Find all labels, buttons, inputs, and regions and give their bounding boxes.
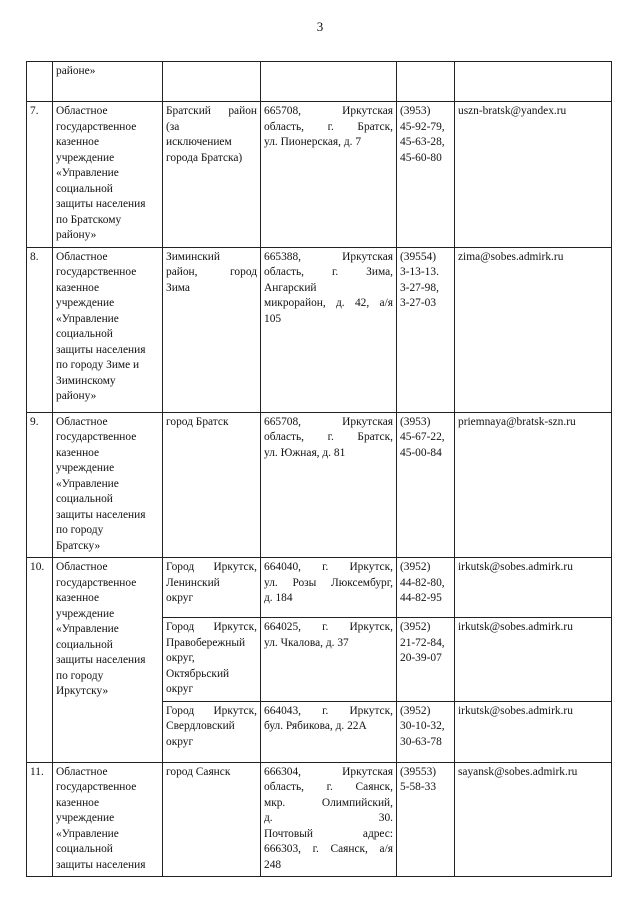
cell-line: 44-82-95 <box>400 592 442 604</box>
row-number <box>27 62 53 102</box>
cell-word: 42, <box>354 297 370 309</box>
cell-line <box>264 811 393 827</box>
cell-line: (3952) <box>400 561 431 573</box>
cell-line: по Братскому <box>56 213 122 226</box>
cell-line: город Братск <box>166 415 229 428</box>
cell-line: 248 <box>264 858 282 871</box>
cell-line: государственное <box>56 781 137 793</box>
address-cell <box>261 62 397 102</box>
cell-line: 105 <box>264 312 282 325</box>
cell-line: Областное <box>56 250 108 263</box>
cell-line: 45-67-22, <box>400 431 445 443</box>
organization-cell <box>53 412 163 558</box>
cell-line: государственное <box>56 120 137 133</box>
cell-line <box>264 296 393 312</box>
cell-line: (3952) <box>400 704 431 717</box>
cell-word: Иркутская <box>342 105 393 117</box>
address-cell <box>261 618 397 702</box>
phone-cell <box>397 62 455 102</box>
territory-cell <box>163 102 261 248</box>
cell-word: 664025, <box>264 621 302 633</box>
cell-line: 45-60-80 <box>400 151 442 164</box>
table-row <box>27 247 612 412</box>
cell-line <box>264 120 393 136</box>
cell-line: «Управление <box>56 623 119 635</box>
cell-line <box>264 415 393 431</box>
cell-line: 44-82-80, <box>400 576 445 589</box>
email-cell: uszn-bratsk@yandex.ru <box>455 102 612 248</box>
territory-cell <box>163 247 261 412</box>
cell-line: округ, <box>166 652 195 664</box>
cell-word: Зима, <box>366 266 393 278</box>
territory-cell <box>163 762 261 877</box>
cell-line: защиты населения <box>56 858 146 871</box>
cell-line: учреждение <box>56 812 115 824</box>
cell-line: защиты населения <box>56 508 146 521</box>
cell-line: округ <box>166 735 194 748</box>
phone-cell <box>397 618 455 702</box>
institutions-table <box>26 61 612 877</box>
cell-word: Розы <box>292 576 317 589</box>
cell-word: 666303, <box>264 843 302 855</box>
cell-line: ул. Чкалова, д. 37 <box>264 636 349 649</box>
cell-line: социальной <box>56 638 113 651</box>
cell-line <box>166 560 257 576</box>
cell-line <box>264 827 393 843</box>
cell-line: 30-63-78 <box>400 735 442 748</box>
cell-word: а/я <box>379 297 393 309</box>
cell-word: Город <box>166 704 195 717</box>
territory-cell <box>163 412 261 558</box>
email-cell: irkutsk@sobes.admirk.ru <box>455 701 612 762</box>
email-cell: irkutsk@sobes.admirk.ru <box>455 618 612 702</box>
email-cell <box>455 62 612 102</box>
cell-line: социальной <box>56 843 113 855</box>
cell-word: Иркутск, <box>349 621 393 633</box>
cell-word: 30. <box>378 812 393 824</box>
cell-word: г. <box>327 120 334 133</box>
table-row <box>27 62 612 102</box>
cell-word: д. <box>264 812 273 824</box>
email-cell: priemnaya@bratsk-szn.ru <box>455 412 612 558</box>
table-row <box>27 558 612 618</box>
cell-word: Иркутск, <box>349 704 393 717</box>
cell-line <box>264 704 393 720</box>
cell-word: Иркутск, <box>349 561 393 573</box>
row-number: 8. <box>27 247 53 412</box>
cell-word: г. <box>331 266 339 278</box>
organization-cell <box>53 247 163 412</box>
cell-word: г. <box>326 781 333 793</box>
address-cell <box>261 558 397 618</box>
phone-cell <box>397 762 455 877</box>
cell-word: 664040, <box>264 561 302 573</box>
cell-line <box>264 250 393 266</box>
cell-line: по городу <box>56 669 104 682</box>
table-row <box>27 102 612 248</box>
cell-line: Правобережный <box>166 636 246 649</box>
cell-line: д. 184 <box>264 592 293 604</box>
cell-line: учреждение <box>56 607 115 620</box>
cell-line: государственное <box>56 266 137 278</box>
cell-word: Братск, <box>357 431 393 443</box>
cell-line: по городу Зиме и <box>56 359 140 371</box>
cell-line: Иркутску» <box>56 685 109 697</box>
cell-line: ул. Пионерская, д. 7 <box>264 136 362 148</box>
cell-line: 5-58-33 <box>400 781 437 793</box>
cell-line <box>264 265 393 281</box>
cell-line <box>166 620 257 636</box>
cell-word: ул. <box>264 576 278 589</box>
organization-cell <box>53 62 163 102</box>
row-number: 9. <box>27 412 53 558</box>
cell-word: 664043, <box>264 704 302 717</box>
cell-line: 30-10-32, <box>400 720 445 732</box>
cell-line <box>264 104 393 120</box>
address-cell <box>261 701 397 762</box>
cell-word: Иркутск, <box>213 621 257 633</box>
cell-word: мкр. <box>264 796 286 809</box>
email-cell: zima@sobes.admirk.ru <box>455 247 612 412</box>
cell-line: 45-00-84 <box>400 446 442 459</box>
cell-word: г. <box>322 704 329 717</box>
cell-word: г. <box>312 843 319 855</box>
cell-line: 20-39-07 <box>400 652 442 664</box>
cell-line <box>264 765 393 781</box>
cell-line: Ленинский <box>166 576 220 589</box>
cell-word: Саянск, <box>355 781 393 793</box>
cell-line <box>264 796 393 812</box>
cell-line: районе» <box>56 65 96 77</box>
cell-word: 665708, <box>264 105 302 117</box>
page-number: 3 <box>316 19 324 34</box>
cell-line: защиты населения <box>56 343 146 356</box>
cell-line: город Саянск <box>166 765 231 778</box>
cell-line <box>264 560 393 576</box>
cell-line: казенное <box>56 281 100 294</box>
cell-word: область, <box>264 431 305 443</box>
cell-line: 45-92-79, <box>400 120 445 133</box>
cell-line: Зиминский <box>166 250 220 263</box>
cell-line: казенное <box>56 446 100 459</box>
cell-word: Олимпийский, <box>321 796 393 809</box>
cell-word: д. <box>336 297 345 309</box>
cell-word: область, <box>264 781 305 793</box>
organization-cell <box>53 762 163 877</box>
cell-line: Зима <box>166 281 190 294</box>
cell-line: казенное <box>56 136 100 148</box>
cell-line: казенное <box>56 592 100 604</box>
cell-word: Люксембург, <box>331 576 393 589</box>
cell-line: социальной <box>56 182 113 195</box>
address-cell <box>261 412 397 558</box>
cell-word: микрорайон, <box>264 297 326 309</box>
cell-line: Октябрьский <box>166 667 230 680</box>
cell-line: (39553) <box>400 765 437 778</box>
cell-line: социальной <box>56 493 113 505</box>
cell-line: Братску» <box>56 539 101 552</box>
cell-line: «Управление <box>56 312 119 325</box>
organization-cell <box>53 102 163 248</box>
cell-line: по городу <box>56 524 104 536</box>
cell-word: Иркутск, <box>213 704 257 717</box>
cell-line <box>264 576 393 592</box>
cell-word: район, <box>166 266 198 278</box>
cell-word: 665388, <box>264 250 302 263</box>
address-cell <box>261 102 397 248</box>
cell-line <box>166 265 257 281</box>
cell-line: учреждение <box>56 297 115 309</box>
territory-cell <box>163 618 261 702</box>
cell-line: казенное <box>56 796 100 809</box>
cell-word: Почтовый <box>264 827 314 840</box>
cell-line: округ <box>166 592 194 604</box>
cell-word: Город <box>166 561 195 573</box>
organization-cell <box>53 558 163 763</box>
phone-cell <box>397 701 455 762</box>
cell-line: району» <box>56 229 97 241</box>
cell-line: 45-63-28, <box>400 136 445 148</box>
cell-line: учреждение <box>56 151 115 164</box>
territory-cell <box>163 62 261 102</box>
cell-line <box>166 704 257 720</box>
table-row <box>27 762 612 877</box>
cell-line: города Братска) <box>166 151 243 164</box>
cell-line: 21-72-84, <box>400 636 445 649</box>
cell-line: «Управление <box>56 827 119 840</box>
cell-line: Свердловский <box>166 720 235 732</box>
cell-line: округ <box>166 683 194 695</box>
cell-line <box>264 620 393 636</box>
cell-line: (3953) <box>400 105 431 117</box>
table-row <box>27 412 612 558</box>
cell-word: Братск, <box>357 120 393 133</box>
row-number: 10. <box>27 558 53 763</box>
cell-word: Город <box>166 621 195 633</box>
phone-cell <box>397 102 455 248</box>
cell-word: область, <box>264 266 305 278</box>
cell-word: 665708, <box>264 415 302 428</box>
cell-word: Иркутская <box>342 765 393 778</box>
cell-line: 3-27-98, <box>400 281 439 294</box>
cell-line <box>264 780 393 796</box>
cell-line: «Управление <box>56 167 119 179</box>
phone-cell <box>397 558 455 618</box>
address-cell <box>261 762 397 877</box>
cell-word: район <box>228 105 257 117</box>
cell-line: Областное <box>56 415 108 428</box>
cell-line <box>264 430 393 446</box>
address-cell <box>261 247 397 412</box>
cell-line: Ангарский <box>264 281 317 294</box>
territory-cell <box>163 701 261 762</box>
cell-line: 3-13-13. <box>400 266 439 278</box>
cell-line: (3952) <box>400 621 431 633</box>
cell-line: ул. Южная, д. 81 <box>264 446 346 459</box>
cell-word: а/я <box>379 843 393 855</box>
cell-word: г. <box>322 561 329 573</box>
cell-line: (39554) <box>400 250 437 263</box>
cell-line: защиты населения <box>56 198 146 210</box>
cell-word: 666304, <box>264 765 302 778</box>
cell-line: бул. Рябикова, д. 22А <box>264 720 367 732</box>
cell-line: Областное <box>56 561 108 573</box>
cell-word: г. <box>322 621 329 633</box>
cell-word: город <box>230 266 257 278</box>
cell-line <box>264 842 393 858</box>
territory-cell <box>163 558 261 618</box>
cell-word: Иркутская <box>342 415 393 428</box>
cell-line: государственное <box>56 431 137 443</box>
cell-word: Братский <box>166 105 211 117</box>
cell-line: социальной <box>56 328 113 340</box>
cell-line: государственное <box>56 576 137 589</box>
cell-line: району» <box>56 390 97 402</box>
cell-line <box>166 104 257 120</box>
cell-word: адрес: <box>362 827 393 840</box>
cell-line: (за <box>166 120 180 133</box>
cell-line: «Управление <box>56 477 119 490</box>
cell-line: Областное <box>56 105 108 117</box>
row-number: 11. <box>27 762 53 877</box>
cell-word: г. <box>327 431 334 443</box>
row-number: 7. <box>27 102 53 248</box>
cell-line: 3-27-03 <box>400 297 437 309</box>
cell-line: Зиминскому <box>56 374 116 387</box>
cell-line: (3953) <box>400 415 431 428</box>
cell-word: область, <box>264 120 305 133</box>
cell-line: Областное <box>56 765 108 778</box>
cell-word: Иркутск, <box>213 561 257 573</box>
cell-word: Саянск, <box>330 843 368 855</box>
email-cell: sayansk@sobes.admirk.ru <box>455 762 612 877</box>
cell-word: Иркутская <box>342 250 393 263</box>
cell-line: исключением <box>166 136 232 148</box>
phone-cell <box>397 247 455 412</box>
email-cell: irkutsk@sobes.admirk.ru <box>455 558 612 618</box>
phone-cell <box>397 412 455 558</box>
cell-line: учреждение <box>56 462 115 474</box>
cell-line: защиты населения <box>56 654 146 666</box>
